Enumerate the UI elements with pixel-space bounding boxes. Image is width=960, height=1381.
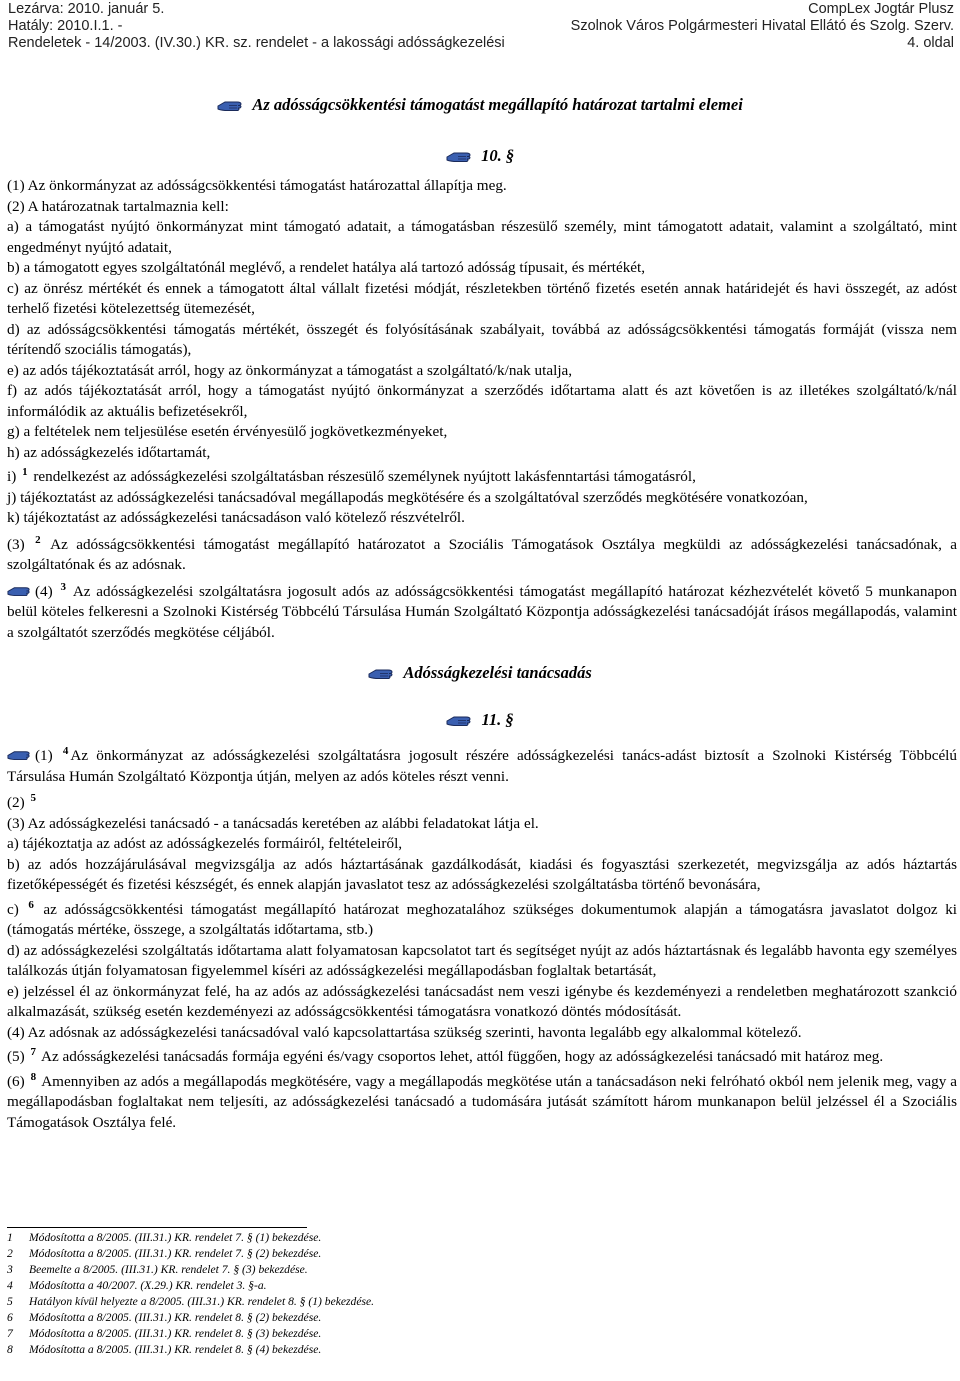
paragraph-10-4	[7, 582, 957, 644]
paragraph-10-2c: c) az önrész mértékét és ennek a támogatott által vállalt fizetési módját, részletekben történő fizetés esetén annak határidejét és havi összegét, az adóst terhelő fizetési kötelezettség ütemezését,	[7, 279, 957, 317]
item-label: (6)	[7, 1072, 25, 1090]
header-left	[8, 1, 505, 52]
pointing-hand-icon[interactable]	[7, 747, 31, 762]
section-number-10: 10. §	[481, 146, 515, 166]
footnote-item: 4 Módosította a 40/2007. (X.29.) KR. rendelet 3. §-a.	[7, 1279, 267, 1292]
item-label: (5)	[7, 1048, 25, 1065]
header-right	[571, 1, 954, 52]
header-organization: Szolnok Város Polgármesteri Hivatal Ellátó és Szolg. Szerv.	[570, 18, 954, 34]
paragraph-11-6	[7, 1072, 957, 1134]
pointing-hand-icon[interactable]	[7, 583, 31, 598]
item-label: (2)	[7, 794, 25, 811]
heading-title-2: Adósságkezelési tanácsadás	[403, 663, 592, 683]
item-text: Amennyiben az adós a megállapodás megkötésére, vagy a megállapodás megkötése után a tanácsadáson neki felróható okból nem jelenik meg, vagy a megállapodásban foglaltakat nem teljesíti, az adósságkezelési tanácsadó a tudomására jutását számított három munkanapon belül jelzéssel él a Szociális Támogatások Osztálya felé.	[7, 1072, 957, 1131]
footnote-ref-3[interactable]: 3	[60, 580, 66, 593]
footnote-item: 8 Módosította a 8/2005. (III.31.) KR. rendelet 8. § (4) bekezdése.	[7, 1343, 322, 1356]
pointing-hand-icon[interactable]	[446, 712, 472, 728]
paragraph-10-2g: g) a feltételek nem teljesülése esetén érvényesülő jogkövetkezményeket,	[7, 423, 448, 440]
paragraph-10-2b: b) a támogatott egyes szolgáltatónál meglévő, a rendelet hatálya alá tartozó adósság típusait, és mértékét,	[7, 259, 646, 276]
paragraph-11-4: (4) Az adósnak az adósságkezelési tanácsadóval való kapcsolattartása szükség szerinti, havonta legalább egy alkalommal kötelező.	[7, 1023, 802, 1041]
pointing-hand-icon[interactable]	[446, 148, 472, 164]
item-label: (4)	[35, 582, 53, 600]
paragraph-11-3b: b) az adós hozzájárulásával megvizsgálja az adós háztartásának gazdálkodását, kiadási és fogyasztási szerkezetét, megvizsgálja az adós háztartás fizetőképességét és fizetési készségét, és ennek alapján javaslatot tesz az adósságkezelési szolgáltatásba történő bevonására,	[7, 855, 957, 893]
paragraph-10-2h: h) az adósságkezelés időtartamát,	[7, 443, 211, 461]
paragraph-11-3: (3) Az adósságkezelési tanácsadó - a tanácsadás keretében az alábbi feladatokat látja el.	[7, 814, 539, 832]
footnote-item: 3 Beemelte a 8/2005. (III.31.) KR. rendelet 7. § (3) bekezdése.	[7, 1263, 308, 1276]
paragraph-11-1	[7, 746, 957, 787]
section-number-11: 11. §	[481, 710, 514, 730]
footnote-ref-8[interactable]: 8	[30, 1070, 37, 1083]
paragraph-11-2	[7, 793, 957, 814]
item-text: Az önkormányzat az adósságkezelési szolgáltatásra jogosult részére adósságkezelési tanács-adást biztosít a Szolnoki Kistérség Többcélú Társulása Humán Szolgáltató Központja útján, melyen az adós köteles részt venni.	[7, 747, 958, 785]
paragraph-11-3e: e) jelzéssel él az önkormányzat felé, ha az adós az adósságkezelési tanácsadást nem veszi igénybe és kezdeményezi a rendeletben meghatározott szankció alkalmazását, szükség esetén kezdeményezi az adósságcsökkentési támogatásra vonatkozó döntés módosítását.	[7, 982, 957, 1020]
pointing-hand-icon[interactable]	[217, 97, 243, 113]
item-text: Az adósságkezelési tanácsadás formája egyéni és/vagy csoportos lehet, attól függően, hogy az adósságkezelési tanácsadó mit határoz meg.	[40, 1048, 884, 1065]
footnote-item: 1 Módosította a 8/2005. (III.31.) KR. rendelet 7. § (1) bekezdése.	[7, 1231, 322, 1244]
paragraph-10-3	[7, 535, 957, 576]
footnote-item: 6 Módosította a 8/2005. (III.31.) KR. rendelet 8. § (2) bekezdése.	[7, 1311, 322, 1324]
body-text-section-11	[7, 746, 957, 1133]
paragraph-10-2f: f) az adós tájékoztatását arról, hogy a támogatást nyújtó önkormányzat a szerződés időtartama alatt és azt követően is az illetékes szolgáltató/k/nál informálódik az aktuális befizetésekről,	[7, 382, 957, 420]
paragraph-11-3a: a) tájékoztatja az adóst az adósságkezelés formáiról, feltételeiről,	[7, 835, 403, 852]
item-label: (1)	[35, 747, 53, 764]
header-regulation-title: Rendeletek - 14/2003. (IV.30.) KR. sz. rendelet - a lakossági adósságkezelési	[8, 35, 505, 51]
footnote-separator	[7, 1227, 307, 1228]
paragraph-11-5	[7, 1047, 957, 1068]
header-closed-date: Lezárva: 2010. január 5.	[8, 1, 165, 17]
footnote-ref-6[interactable]: 6	[28, 898, 34, 911]
section-heading-1	[0, 94, 960, 115]
footnote-ref-4[interactable]: 4	[62, 745, 69, 757]
item-label: i)	[7, 468, 17, 485]
paragraph-10-2: (2) A határozatnak tartalmaznia kell:	[7, 197, 229, 215]
section-heading-2	[0, 662, 960, 683]
paragraph-10-2e: e) az adós tájékoztatását arról, hogy az önkormányzat a támogatást a szolgáltató/k/nak utalja,	[7, 361, 573, 379]
footnote-item: 5 Hatályon kívül helyezte a 8/2005. (III.31.) KR. rendelet 8. § (1) bekezdése.	[7, 1295, 375, 1308]
pointing-hand-icon[interactable]	[368, 665, 394, 681]
item-text: rendelkezést az adósságkezelési szolgáltatásban részesülő személynek nyújtott lakásfenntartási támogatásról,	[33, 468, 696, 485]
paragraph-10-2a: a) a támogatást nyújtó önkormányzat mint támogató adatait, a támogatásban részesülő személy, mint támogatott adatait, valamint a szolgáltató, mint engedményt nyújtó adatait,	[7, 218, 957, 256]
paragraph-10-2d: d) az adósságcsökkentési támogatás mértékét, összegét és folyósításának szabályait, továbbá az adósságcsökkentési támogatás formáját (vissza nem térítendő szociális támogatás),	[7, 320, 957, 358]
footnote-item: 7 Módosította a 8/2005. (III.31.) KR. rendelet 8. § (3) bekezdése.	[7, 1327, 322, 1340]
item-label: (3)	[7, 535, 25, 553]
item-text: Az adósságcsökkentési támogatást megállapító határozatot a Szociális Támogatások Osztálya megküldi az adósságkezelési tanácsadónak, a szolgáltatónak és az adósnak.	[7, 535, 957, 573]
footnote-ref-7[interactable]: 7	[30, 1046, 37, 1058]
header-product-name: CompLex Jogtár Plusz	[808, 1, 954, 17]
footnote-ref-2[interactable]: 2	[35, 533, 41, 546]
paragraph-10-2k: k) tájékoztatást az adósságkezelési tanácsadáson való kötelező részvételről.	[7, 509, 465, 526]
footnote-item: 2 Módosította a 8/2005. (III.31.) KR. rendelet 7. § (2) bekezdése.	[7, 1247, 322, 1260]
heading-title-1: Az adósságcsökkentési támogatást megállapító határozat tartalmi elemei	[252, 95, 743, 115]
header-page-number: 4. oldal	[907, 35, 954, 51]
footnote-ref-5[interactable]: 5	[30, 792, 37, 804]
header-effect-date: Hatály: 2010.I.1. -	[8, 18, 123, 34]
paragraph-10-1: (1) Az önkormányzat az adósságcsökkentési támogatást határozattal állapítja meg.	[7, 177, 507, 194]
paragraph-10-2j: j) tájékoztatást az adósságkezelési tanácsadóval megállapodás megkötésére és a szolgáltatóval szerződés megkötésére vonatkozóan,	[7, 488, 808, 506]
paragraph-11-3c	[7, 900, 957, 941]
section-heading-11	[0, 709, 960, 730]
footnotes	[7, 1230, 907, 1358]
item-label: c)	[7, 900, 19, 918]
item-text: az adósságcsökkentési támogatást megállapító határozat meghozatalához szükséges dokumentumok alapján a támogatásra javaslatot dolgoz ki (támogatás mértéke, összege, a szolgáltatás időtartama, stb.)	[7, 900, 958, 938]
section-heading-10	[0, 145, 960, 166]
paragraph-10-2i	[7, 467, 957, 488]
body-text	[7, 176, 957, 643]
item-text: Az adósságkezelési szolgáltatásra jogosult adós az adósságcsökkentési támogatást megállapító határozat kézhezvételét követő 5 munkanapon belül köteles felkeresni a Szolnoki Kistérség Többcélú Társulása Humán Szolgáltató Központja adósságkezelési tanácsadóját írásos megállapodás, valamint a szolgáltatót szerződés megkötése céljából.	[7, 582, 957, 641]
paragraph-11-3d: d) az adósságkezelési szolgáltatás időtartama alatt folyamatosan kapcsolatot tart és segítséget nyújt az adós háztartásnak és legalább havonta egy személyes találkozás útján folyamatosan figyelemmel kíséri az adósságkezelési megállapodásban foglaltak betartását,	[7, 941, 957, 979]
footnote-ref-1[interactable]: 1	[22, 466, 28, 478]
